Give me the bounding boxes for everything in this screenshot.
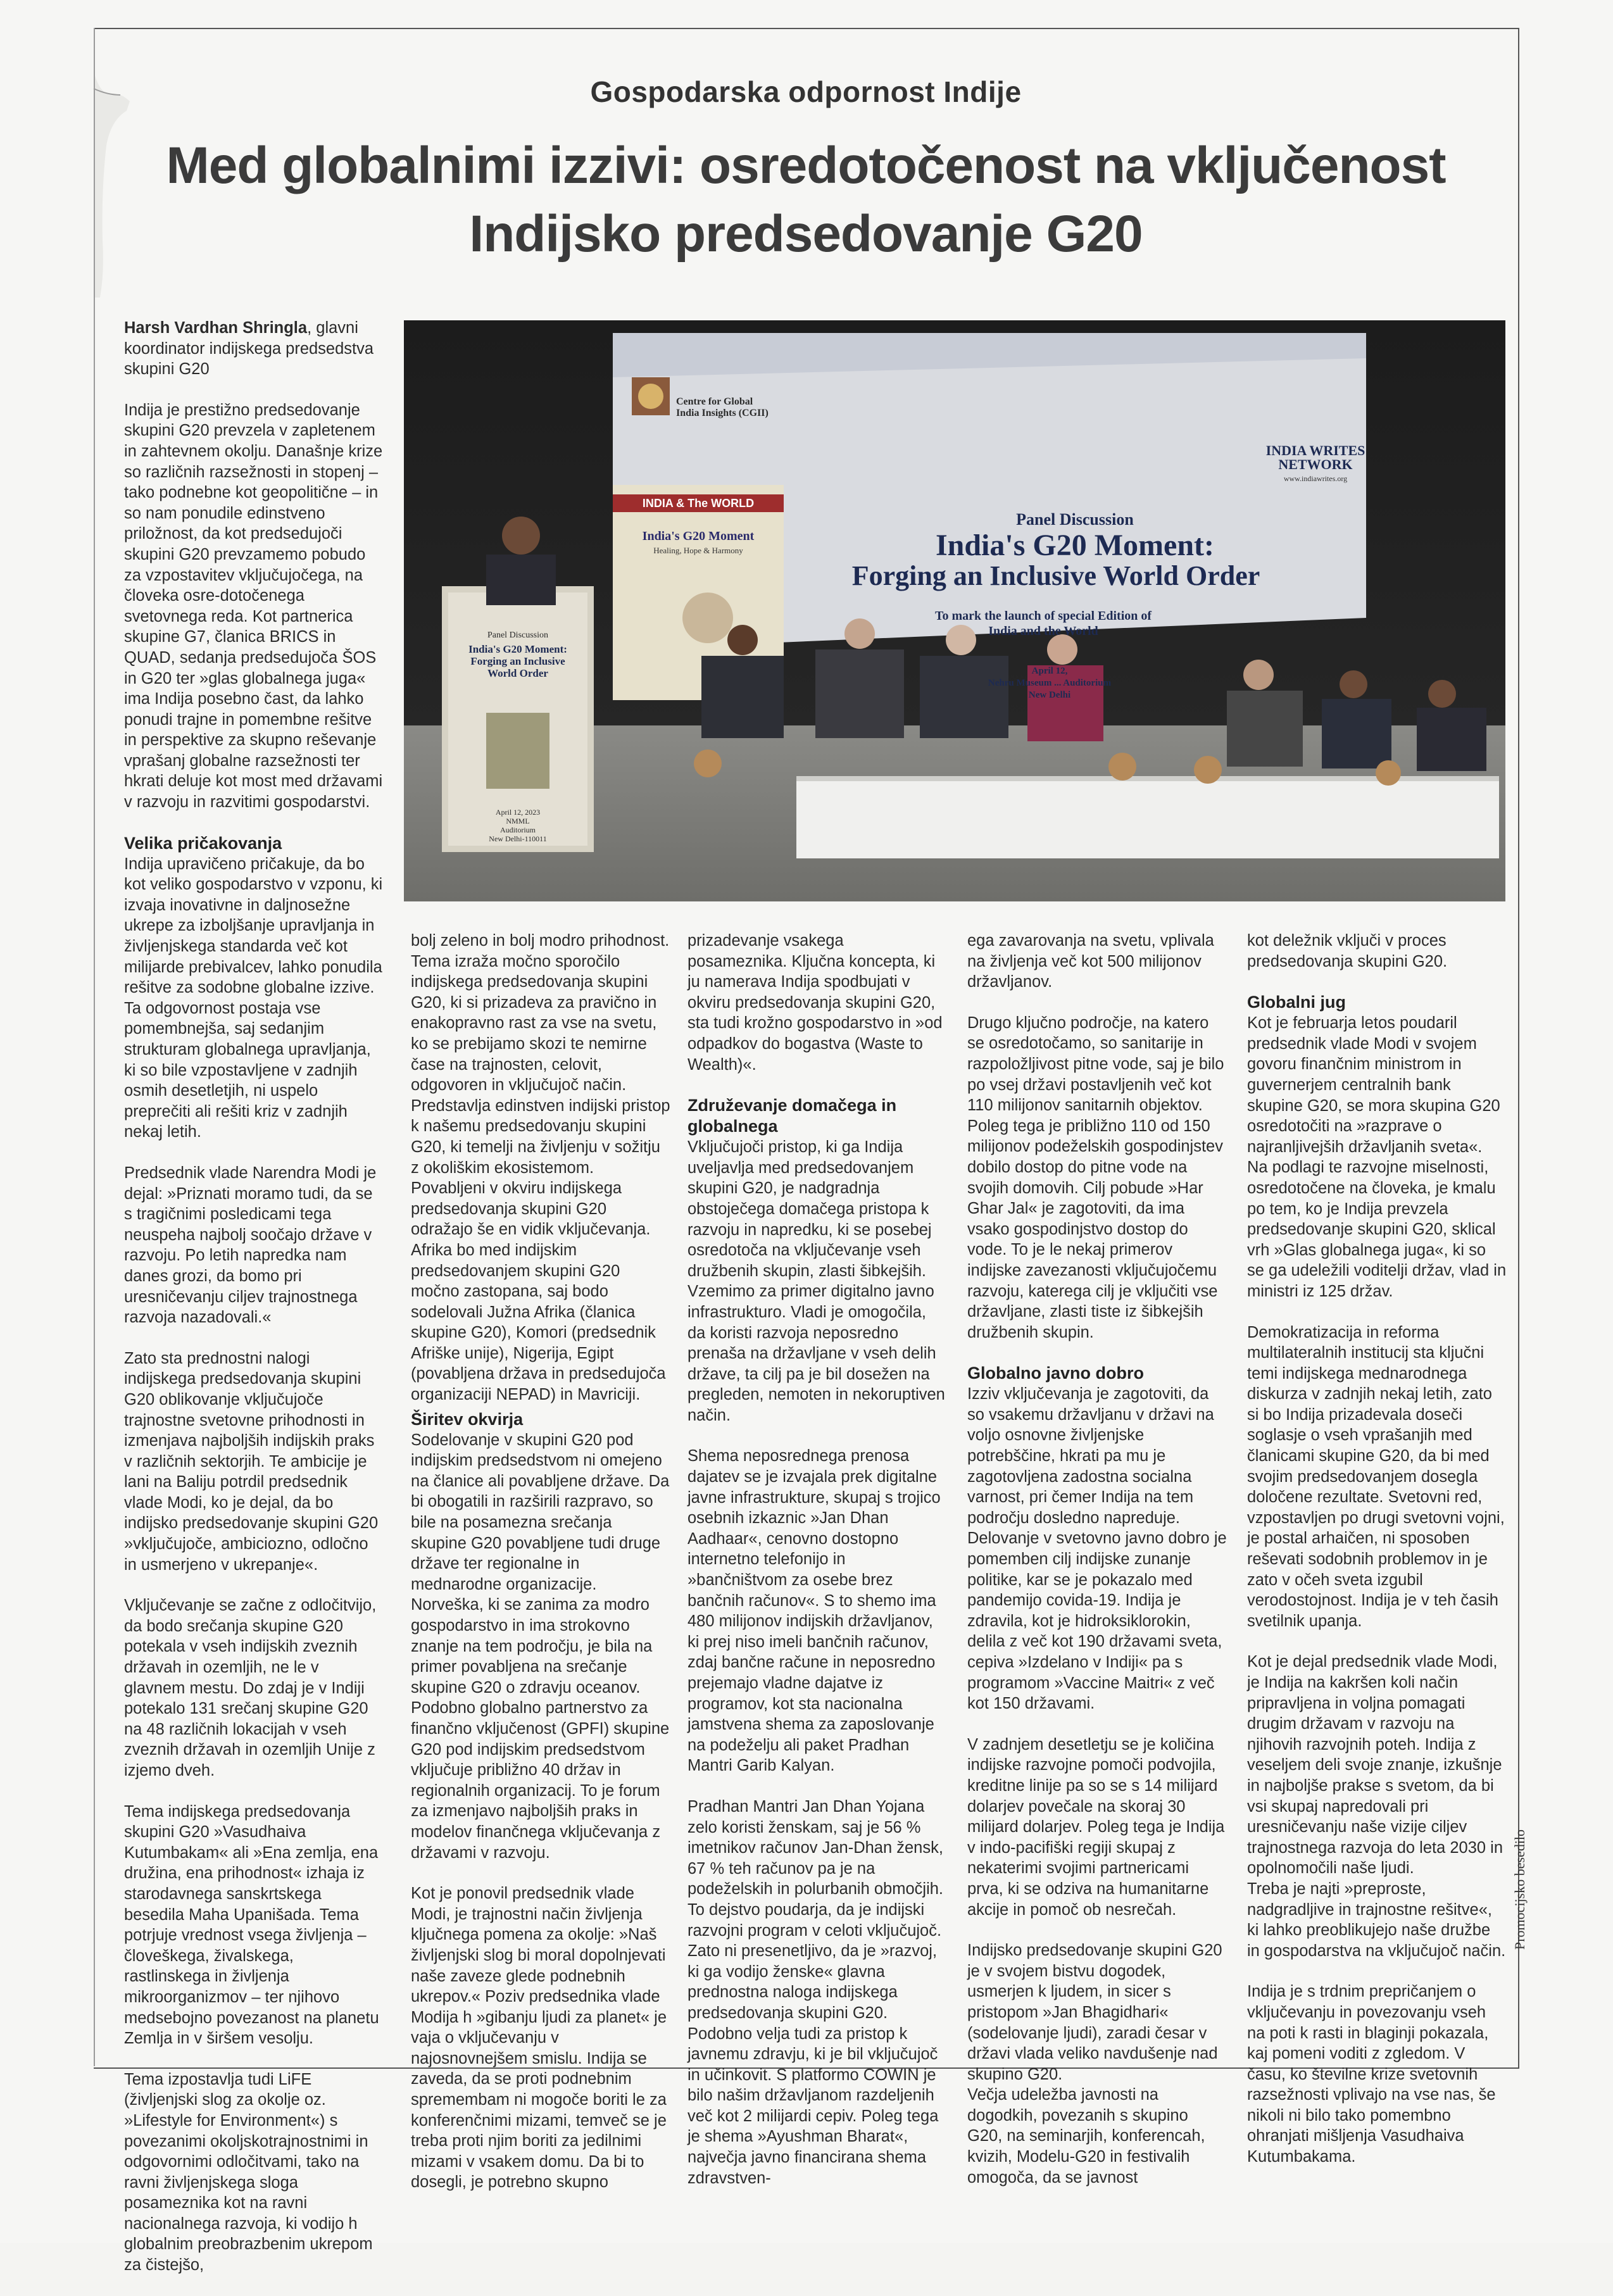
subheading: Globalni jug bbox=[1247, 993, 1346, 1012]
event-photo bbox=[404, 320, 1505, 901]
subheading: Velika pričakovanja bbox=[124, 833, 282, 853]
paragraph: bolj zeleno in bolj modro prihodnost. Tema izraža močno sporočilo indijskega predsedovanja skupini G20, ki si prizadeva za pravično in enakopravno rast za vse na svetu, ko se prebijamo skozi te nemirne čase na trajnosten, celovit, odgovoren in vključujoč način. Predstavlja edinstven indijski pristop k našemu predsedovanju skupini G20, ki temelji na življenju v sožitju z okoliškim ekosistemom. Povabljeni v okviru indijskega predsedovanja skupini G20 odražajo še en vidik vključevanja. Afrika bo med indijskim predsedovanjem skupini G20 močno zastopana, saj bodo sodelovali Južna Afrika (članica skupine G20), Komori (predsednik Afriške unije), Nigerija, Egipt (povabljena država in predsedujoča organizaciji NEPAD) in Mavriciji. bbox=[411, 932, 670, 1404]
paragraph: Shema neposrednega prenosa dajatev se je izvajala prek digitalne javne infrastrukture, skupaj s trojico osebnih izkaznic »Jan Dhan Aadhaar«, cenovno dostopno internetno telefonijo in »bančništvom za osebe brez bančnih računov«. S to shemo ima 480 milijonov indijskih državljanov, ki prej niso imeli bančnih računov, zdaj bančne račune in neposredno prejemajo vladne dajatve iz programov, kot sta nacionalna jamstvena shema za zaposlovanje na podeželju ali paket Pradhan Mantri Garib Kalyan. bbox=[687, 1447, 941, 1775]
paragraph: kot deležnik vključi v proces predsedovanja skupini G20. bbox=[1247, 932, 1448, 970]
paragraph: Indija je s trdnim prepričanjem o vključevanju in povezovanju vseh na poti k rasti in blaginji pokazala, kaj pomeni voditi z zgledom. V času, ko številne krize svetovnih razsežnosti vplivajo na vse nas, še nikoli ni bilo tako pomembno ohranjati mišljenja Vasudhaiva Kutumbakama. bbox=[1247, 1983, 1496, 2166]
page-frame-left bbox=[94, 28, 95, 2066]
banner-title-1: India's G20 Moment: bbox=[935, 529, 1214, 562]
headline bbox=[94, 132, 1518, 268]
podium-panel: Panel Discussion bbox=[487, 630, 549, 640]
paragraph: Kot je ponovil predsednik vlade Modi, je trajnostni način življenja ključnega pomena za okolje: »Naš življenjski slog bi moral dopolnjevati naše zaveze glede podnebnih ukrepov.« Poziv predsednika vlade Modija h »gibanju ljudi za planet« je vaja o vključevanju v najosnovnejšem smislu. Indija se zaveda, da se proti podnebnim spremembam ni mogoče boriti le za konferenčnimi mizami, temveč se je treba proti njim boriti za jedilnimi mizami v vsakem domu. Da bi to dosegli, je potrebno skupno bbox=[411, 1885, 667, 2192]
column-4 bbox=[967, 931, 1227, 2208]
column-2 bbox=[411, 931, 672, 2213]
paragraph: Zato sta prednostni nalogi indijskega predsedovanja skupini G20 oblikovanje vključujoče trajnostne svetovne prihodnosti in izmenjava najboljših indijskih praks v različnih sektorjih. Te ambicije je lani na Baliju potrdil predsednik vlade Modi, ko je dejal, da bo indijsko predsedovanje skupini G20 »vključujoče, ambiciozno, odločno in usmerjeno v ukrepanje«. bbox=[124, 1349, 379, 1574]
network-logo-text: INDIA WRITES NETWORK bbox=[1265, 442, 1365, 472]
podium-date: April 12, 2023 NMML Auditorium New Delhi-110011 bbox=[489, 808, 547, 843]
network-url: www.indiawrites.org bbox=[1283, 474, 1348, 483]
paragraph: Pradhan Mantri Jan Dhan Yojana zelo koristi ženskam, saj je 56 % imetnikov računov Jan-Dhan žensk, 67 % teh računov pa je na podeželskih in polurbanih območjih. To dejstvo poudarja, da je indijski razvojni program v celoti vključujoč. Zato ni presenetljivo, da je »razvoj, ki ga vodijo ženske« glavna prednostna naloga indijskega predsedovanja skupini G20. Podobno velja tudi za pristop k javnemu zdravju, ki je bil vključujoč in učinkovit. S platformo COWIN je bilo našim državljanom razdeljenih več kot 2 milijardi cepiv. Poleg tega je shema »Ayushman Bharat«, največja javno financirana shema zdravstven- bbox=[687, 1797, 944, 2187]
paragraph: Tema izpostavlja tudi LiFE (življenjski slog za okolje oz. »Lifestyle for Environment«) s povezanimi okoljskotrajnostnimi in odgovornimi odločitvami, tako na ravni življenjskega sloga posameznika kot na ravni nacionalnega razvoja, ki vodijo h globalnim preobrazbenim ukrepom za čistejšo, bbox=[124, 2070, 373, 2274]
paragraph: Indijsko predsedovanje skupini G20 je v svojem bistvu dogodek, usmerjen k ljudem, in sicer s pristopom »Jan Bhagidhari« (sodelovanje ljudi), zaradi česar v državi vlada veliko navdušenje nad skupino G20. Večja udeležba javnosti na dogodkih, povezanih s skupino G20, na seminarjih, konferencah, kvizih, Modelu-G20 in festivalih omogoča, da se javnost bbox=[967, 1942, 1222, 2186]
paragraph: Drugo ključno področje, na katero se osredotočamo, so sanitarije in razpoložljivost pitne vode, saj je bilo po vsej državi postavljenih več kot 110 milijonov sanitarnih objektov. Poleg tega je približno 110 od 150 milijonov podeželskih gospodinjstev dobilo dostop do pitne vode na svojih domovih. Cilj pobude »Har Ghar Jal« je zagotoviti, da ima vsako gospodinjstvo dostop do vode. To je le nekaj primerov indijske zavezanosti vključujočemu razvoju, katerega cilj je vključiti vse državljane, zlasti tiste iz šibkejših družbenih skupin. bbox=[967, 1013, 1224, 1341]
paragraph: Predsednik vlade Narendra Modi je dejal: »Priznati moramo tudi, da se s tragičnimi posledicami tega neuspeha najbolj soočajo države v razvoju. Po letih napredka nam danes grozi, da bomo pri uresničevanju ciljev trajnostnega razvoja nazadovali.« bbox=[124, 1164, 377, 1327]
byline-role: , glavni koordinator indijskega predsedstva skupini G20 bbox=[124, 319, 374, 379]
promo-label: Promocijsko besedilo bbox=[1512, 1829, 1528, 1950]
panel-label: Panel Discussion bbox=[1016, 510, 1134, 529]
subheading: Globalno javno dobro bbox=[967, 1364, 1144, 1383]
book-band: INDIA & The WORLD bbox=[642, 497, 755, 510]
paragraph: Indija upravičeno pričakuje, da bo kot veliko gospodarstvo v vzponu, ki izvaja inovativne in daljnosežne ukrepe za izboljšanje upravljanja in življenjskega standarda več kot milijarde prebivalcev, lahko ponudila rešitve za sodobne globalne izzive. Ta odgovornost postaja vse pomembnejša, saj sedanjim strukturam globalnega upravljanja, ki so bile vzpostavljene v zadnjih osmih desetletjih, ni uspelo preprečiti ali rešiti kriz v zadnjih nekaj letih. bbox=[124, 855, 383, 1141]
paragraph: Indija je prestižno predsedovanje skupini G20 prevzela v zapletenem in zahtevnem okolju. Današnje krize so različnih razsežnosti in stopenj – tako podnebne kot geopolitične – in so nam ponudile edinstveno priložnost, da kot predsedujoči skupini G20 prevzamemo pobudo za vzpostavitev vključujočega, na človeka osre-dotočenega svetovnega reda. Kot partnerica skupine G7, članica BRICS in QUAD, sedanja predsedujoča ŠOS in G20 ter »glas globalnega juga« ima Indija posebno čast, da lahko ponudi trajne in pomembne rešitve in perspektive za skupno reševanje vprašanj globalne razsežnosti ter hkrati deluje kot most med državami v razvoju in razvitimi gospodarstvi. bbox=[124, 401, 383, 812]
column-1 bbox=[124, 318, 384, 2296]
subheading: Širitev okvirja bbox=[411, 1409, 524, 1429]
paragraph: Tema indijskega predsedovanja skupini G20 »Vasudhaiva Kutumbakam« ali »Ena zemlja, ena družina, ena prihodnost« izhaja iz starodavnega sanskrtskega besedila Maha Upanišada. Tema potrjuje vrednost vsega življenja – človeškega, živalskega, rastlinskega in življenja mikroorganizmov – ter njihovo medsebojno povezanost na planetu Zemlja in v širšem vesolju. bbox=[124, 1802, 379, 2048]
banner-launch: To mark the launch of special Edition of India and the World bbox=[934, 609, 1152, 638]
byline-name: Harsh Vardhan Shringla bbox=[124, 319, 308, 337]
paragraph: V zadnjem desetletju se je količina indijske razvojne pomoči podvojila, kreditne linije pa so se s 14 milijard dolarjev povečale na skoraj 30 milijard dolarjev. Poleg tega je Indija v indo-pacifiški regiji skupaj z nekaterimi svojimi partnericami prva, ki se odziva na humanitarne akcije in pomoč ob nesrečah. bbox=[967, 1735, 1225, 1919]
paragraph: Sodelovanje v skupini G20 pod indijskim predsedstvom ni omejeno na članice ali povabljene države. Da bi obogatili in razširili razpravo, so bile na posamezna srečanja skupine G20 povabljene tudi druge države ter regionalne in mednarodne organizacije. Norveška, ki se zanima za modro gospodarstvo in ima strokovno znanje na tem področju, je bila na primer povabljena na srečanje skupine G20 o zdravju oceanov. Podobno globalno partnerstvo za finančno vključenost (GPFI) skupine G20 pod indijskim predsedstvom vključuje približno 40 držav in regionalnih organizacij. To je forum za izmenjavo najboljših praks in modelov finančnega vključevanja z državami v razvoju. bbox=[411, 1431, 670, 1862]
headline-line-1: Med globalnimi izzivi: osredotočenost na vključenost bbox=[166, 137, 1446, 194]
paragraph: Demokratizacija in reforma multilateralnih institucij sta ključni temi indijskega mednarodnega diskurza v zadnjih nekaj letih, zato si bo Indija prizadevala doseči soglasje o vseh vprašanjih med članicami skupine G20, da bi med svojim predsedovanjem dosegla določene rezultate. Svetovni red, vzpostavljen po drugi svetovni vojni, je postal arhaičen, ni sposoben reševati sodobnih problemov in je zato v očeh sveta izgubil verodostojnost. Indija je v teh časih svetilnik upanja. bbox=[1247, 1323, 1505, 1630]
book-title: India's G20 Moment bbox=[642, 529, 755, 543]
column-5 bbox=[1247, 931, 1507, 2188]
paragraph: prizadevanje vsakega posameznika. Ključna koncepta, ki ju namerava Indija spodbujati v okviru predsedovanja skupini G20, sta tudi krožno gospodarstvo in »od odpadkov do bogastva (Waste to Wealth)«. bbox=[687, 932, 943, 1074]
byline bbox=[124, 318, 384, 380]
banner-title-2: Forging an Inclusive World Order bbox=[851, 560, 1260, 591]
kicker: Gospodarska odpornost Indije bbox=[590, 75, 1022, 108]
paragraph: Vključujoči pristop, ki ga Indija uveljavlja med predsedovanjem skupini G20, je nadgradnja obstoječega domačega pristopa k razvoju in napredku, ki se posebej osredotoča na vključevanje vseh družbenih skupin, zlasti šibkejših. Vzemimo za primer digitalno javno infrastrukturo. Vladi je omogočila, da koristi razvoja neposredno prenaša na državljane v vseh delih države, ta cilj pa je bil dosežen na pregleden, nemoten in nekoruptiven način. bbox=[687, 1138, 945, 1424]
column-3 bbox=[687, 931, 947, 2209]
cgii-logo-text: Centre for Global India Insights (CGII) bbox=[676, 396, 769, 418]
paragraph: Izziv vključevanja je zagotoviti, da so vsakemu državljanu v državi na voljo osnovne življenjske potrebščine, hkrati pa mu je zagotovljena zadostna socialna varnost, pri čemer Indija na tem področju dosledno napreduje. Delovanje v svetovno javno dobro je pomemben cilj indijske zunanje politike, kar se je pokazalo med pandemijo covida-19. Indija je zdravila, kot je hidroksiklorokin, delila z več kot 190 državami sveta, cepiva »Izdelano v Indiji« pa s programom »Vaccine Maitri« z več kot 150 državami. bbox=[967, 1385, 1227, 1713]
podium-title: India's G20 Moment: Forging an Inclusive World Order bbox=[468, 643, 567, 679]
paragraph: ega zavarovanja na svetu, vplivala na življenja več kot 500 milijonov državljanov. bbox=[967, 932, 1214, 991]
subheading: Združevanje domačega in globalnega bbox=[687, 1096, 897, 1136]
book-subtitle: Healing, Hope & Harmony bbox=[653, 546, 743, 555]
paragraph: Kot je dejal predsednik vlade Modi, je Indija na kakršen koli način pripravljena in voljna pomagati drugim državam v razvoju na njihovih razvojnih poteh. Indija z veseljem deli svoje znanje, izkušnje in najboljše prakse s svetom, da bi vsi skupaj napredovali pri uresničevanju naše vizije ciljev trajnostnega razvoja do leta 2030 in opolnomočili naše ljudi. Treba je najti »preproste, nadgradljive in trajnostne rešitve«, ki lahko preoblikujejo naše družbe in gospodarstva na vključujoč način. bbox=[1247, 1653, 1506, 1960]
paragraph: Kot je februarja letos poudaril predsednik vlade Modi v svojem govoru finančnim ministrom in guvernerjem centralnih bank skupine G20, se mora skupina G20 osredotočiti na »razprave o najranljivejših državljanih sveta«. Na podlagi te razvojne miselnosti, osredotočene na človeka, je kmalu po tem, ko je Indija prevzela predsedovanje skupini G20, sklical vrh »Glas globalnega juga«, ki so se ga udeležili voditelji držav, vlad in ministri iz 125 držav. bbox=[1247, 1014, 1507, 1300]
headline-line-2: Indijsko predsedovanje G20 bbox=[469, 205, 1143, 263]
banner-date-venue: April 12, Nehru Museum ... Auditorium New Delhi bbox=[988, 666, 1112, 700]
paragraph: Vključevanje se začne z odločitvijo, da bodo srečanja skupine G20 potekala v vseh indijskih zveznih državah in ozemljih, ne le v glavnem mestu. Do zdaj je v Indiji potekalo 131 srečanj skupine G20 na 48 različnih lokacijah v vseh zveznih državah in ozemljih Unije z izjemo dveh. bbox=[124, 1597, 377, 1779]
